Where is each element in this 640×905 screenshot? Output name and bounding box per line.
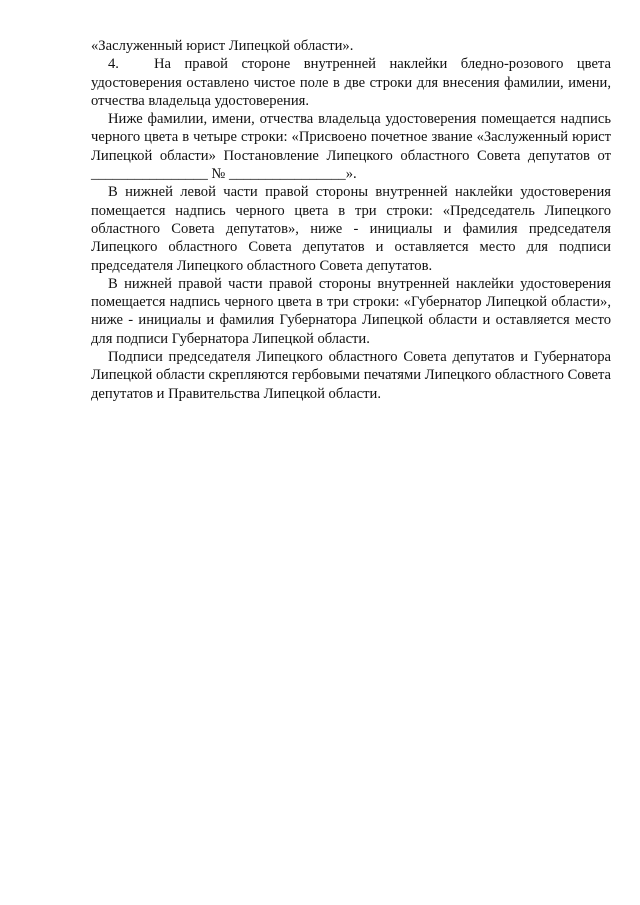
paragraph-governor-inscription: В нижней правой части правой стороны внутренней наклейки удостоверения помещается надпись черного цвета в три строки: «Губернатор Липецкой области», ниже - инициалы и фамилия Губернатора Липецкой области и оставляется место для подписи Губернатора Липецкой области. <box>91 275 611 347</box>
item-4-text: На правой стороне внутренней наклейки бледно-розового цвета удостоверения оставлено чистое поле в две строки для внесения фамилии, имени, отчества владельца удостоверения. <box>91 56 611 109</box>
item-number: 4. <box>108 56 119 73</box>
paragraph-title-end: «Заслуженный юрист Липецкой области». <box>91 38 354 54</box>
document-text <box>91 37 611 403</box>
paragraph-seals: Подписи председателя Липецкого областного Совета депутатов и Губернатора Липецкой области скрепляются гербовыми печатями Липецкого областного Совета депутатов и Правительства Липецкой области. <box>91 349 611 402</box>
paragraph-title-inscription: Ниже фамилии, имени, отчества владельца удостоверения помещается надпись черного цвета в четыре строки: «Присвоено почетное звание «Заслуженный юрист Липецкой области» Постановление Липецкого областного Совета депутатов от ________________ № ________________». <box>91 111 611 183</box>
paragraph-item-4 <box>91 55 611 110</box>
paragraph-chairman-inscription: В нижней левой части правой стороны внутренней наклейки удостоверения помещается надпись черного цвета в три строки: «Председатель Липецкого областного Совета депутатов», ниже - инициалы и фамилия председателя Липецкого областного Совета депутатов и оставляется место для подписи председателя Липецкого областного Совета депутатов. <box>91 184 611 274</box>
